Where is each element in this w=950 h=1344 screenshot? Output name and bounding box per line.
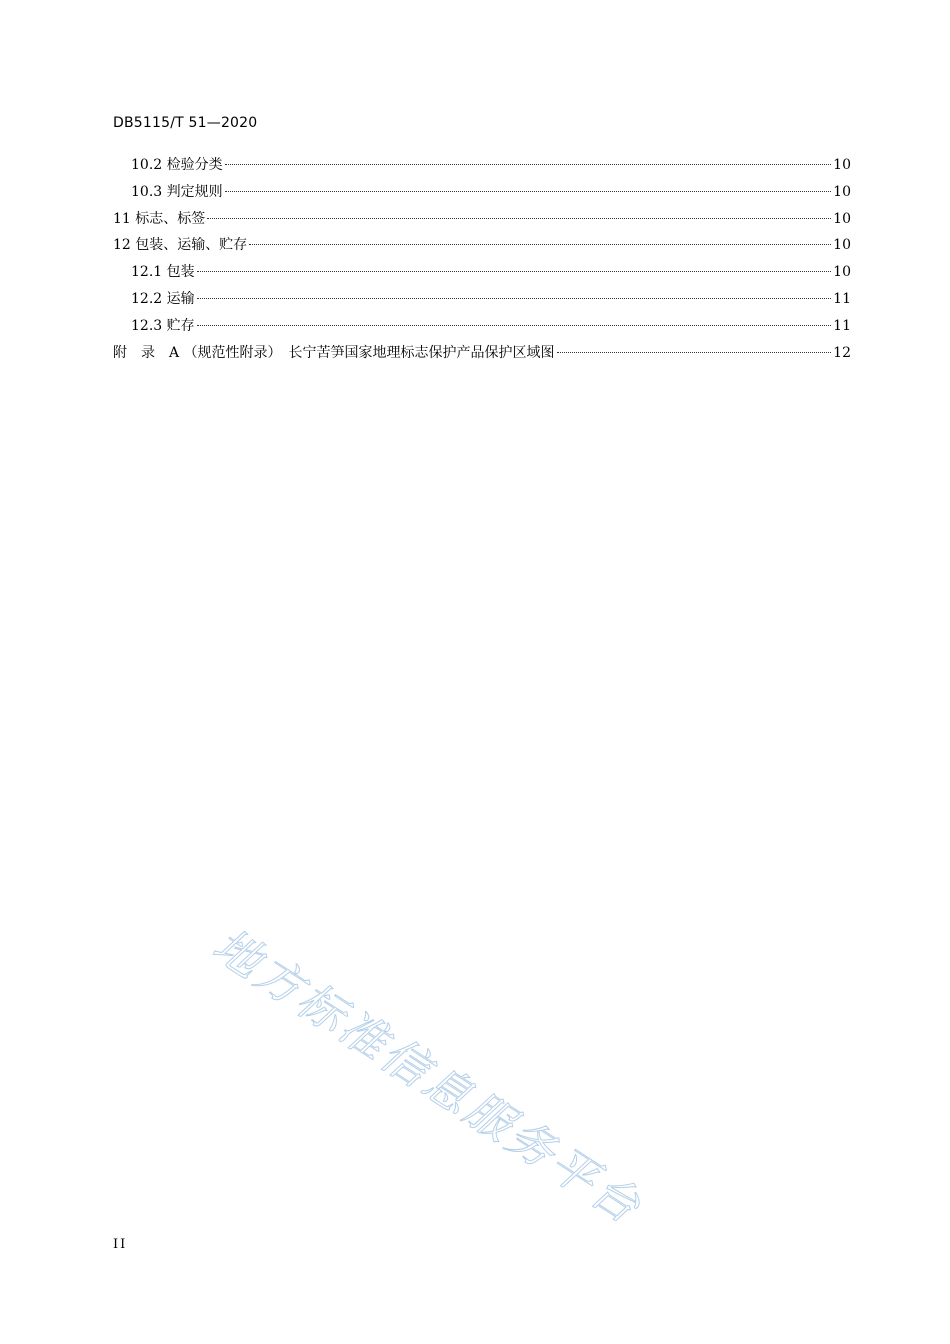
toc-entry[interactable]	[113, 316, 851, 343]
toc-entry-title: 12.1 包装	[131, 264, 195, 281]
toc-dot-leader	[197, 325, 832, 326]
toc-entry[interactable]	[113, 262, 851, 289]
toc-dot-leader	[197, 271, 832, 272]
toc-entry-page: 10	[833, 264, 851, 281]
toc-entry-appendix[interactable]	[113, 343, 851, 373]
toc-entry-title: 附 录 A （规范性附录） 长宁苦笋国家地理标志保护产品保护区域图	[113, 344, 555, 361]
toc-entry-title: 10.2 检验分类	[131, 157, 223, 173]
toc-dot-leader	[225, 191, 832, 192]
watermark: 地方标准信息服务平台	[203, 917, 653, 1236]
toc-dot-leader	[557, 352, 832, 353]
document-code: DB5115/T 51—2020	[113, 115, 258, 131]
toc-entry-title: 11 标志、标签	[113, 210, 206, 227]
toc-dot-leader	[207, 218, 831, 219]
toc-entry[interactable]	[113, 155, 851, 182]
toc-entry-page: 11	[833, 290, 851, 307]
toc-entry-page: 11	[833, 317, 851, 334]
toc-entry[interactable]	[113, 209, 851, 236]
toc-entry-page: 10	[833, 157, 851, 173]
toc-entry-title: 10.3 判定规则	[131, 183, 223, 200]
toc-entry-page: 10	[833, 237, 851, 254]
toc-entry-title: 12 包装、运输、贮存	[113, 237, 248, 254]
toc-entry[interactable]	[113, 289, 851, 316]
toc-entry[interactable]	[113, 182, 851, 209]
toc-entry-page: 10	[833, 183, 851, 200]
toc-entry-page: 10	[833, 210, 851, 227]
toc-entry-title: 12.2 运输	[131, 290, 195, 307]
toc-dot-leader	[249, 244, 831, 245]
toc-entry-page: 12	[833, 344, 851, 361]
table-of-contents	[113, 155, 851, 373]
page-number: II	[113, 1237, 128, 1252]
toc-dot-leader	[225, 164, 832, 165]
toc-entry[interactable]	[113, 235, 851, 262]
toc-entry-title: 12.3 贮存	[131, 317, 195, 334]
toc-dot-leader	[197, 298, 832, 299]
